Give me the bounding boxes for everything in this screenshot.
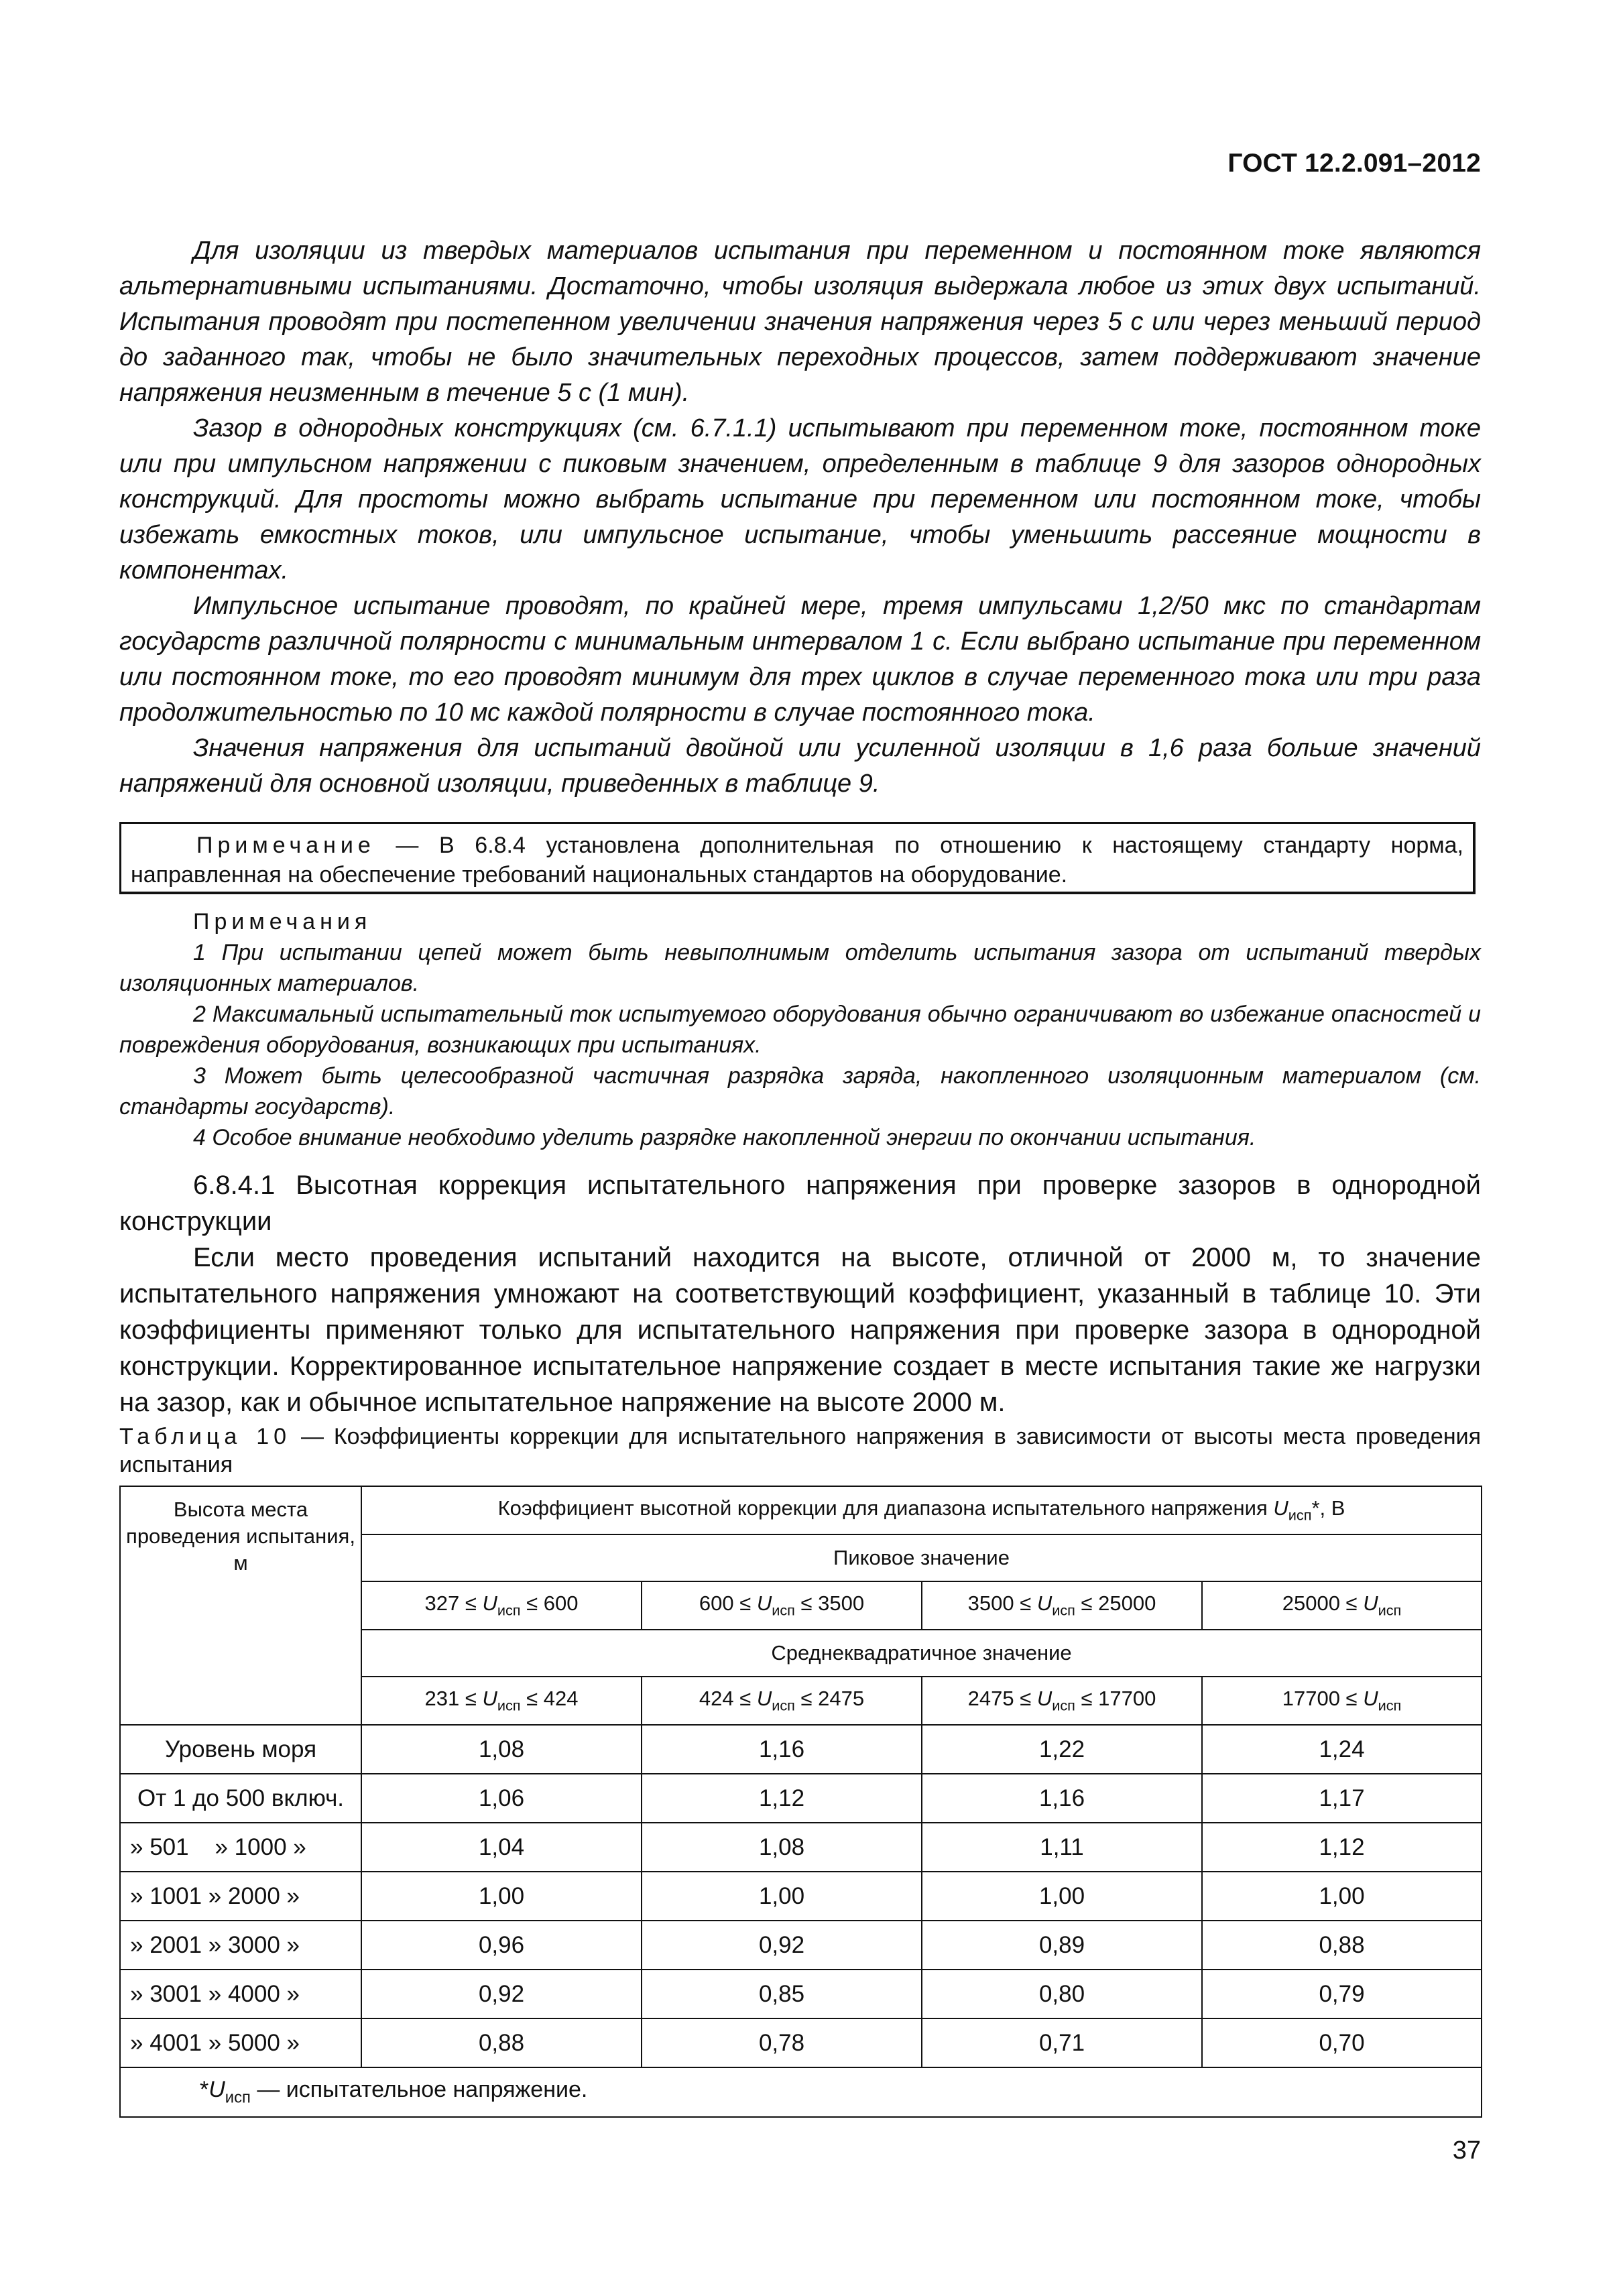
value-cell: 1,06 — [361, 1774, 642, 1823]
value-cell: 1,08 — [642, 1823, 922, 1872]
page-number: 37 — [1452, 2136, 1481, 2165]
table-row — [120, 1823, 1482, 1872]
value-cell: 1,00 — [922, 1872, 1202, 1921]
value-cell: 1,12 — [1202, 1823, 1482, 1872]
value-cell: 0,85 — [642, 1970, 922, 2018]
value-cell: 1,08 — [361, 1725, 642, 1774]
range-header: Коэффициент высотной коррекции для диапазона испытательного напряжения $U_{исп}*$, В — [361, 1486, 1482, 1534]
table-row — [120, 1774, 1482, 1823]
table-footnote: $*U_{исп}$ — испытательное напряжение. — [120, 2067, 1482, 2117]
paragraph: Зазор в однородных конструкциях (см. 6.7.1.1) испытывают при переменном токе, постоянном токе или при импульсном напряжении с пиковым значением, определенным в таблице 9 для зазоров однородных конструкций. Для простоты можно выбрать испытание при переменном или постоянном токе, чтобы избежать емкостных токов, или импульсное испытание, чтобы уменьшить рассеяние мощности в компонентах. — [119, 414, 1481, 585]
boxed-note — [119, 822, 1476, 894]
table-caption — [119, 1423, 1481, 1479]
peak-range: $327 \le U_{исп} \le 600$ — [361, 1581, 642, 1630]
table-caption-label: Таблица 10 — [119, 1424, 292, 1449]
value-cell: 1,12 — [642, 1774, 922, 1823]
rms-header: Среднеквадратичное значение — [361, 1630, 1482, 1677]
note-item: 3 Может быть целесообразной частичная разрядка заряда, накопленного изоляционным материалом (см. стандарты государств). — [119, 1063, 1481, 1120]
rms-range: $424 \le U_{исп} \le 2475$ — [642, 1677, 922, 1725]
document-header: ГОСТ 12.2.091–2012 — [1227, 149, 1481, 178]
altitude-cell: » 501 » 1000 » — [120, 1823, 361, 1872]
intro-paragraphs — [119, 233, 1481, 802]
value-cell: 1,24 — [1202, 1725, 1482, 1774]
value-cell: 1,16 — [642, 1725, 922, 1774]
altitude-cell: От 1 до 500 включ. — [120, 1774, 361, 1823]
value-cell: 0,89 — [922, 1921, 1202, 1970]
value-cell: 1,17 — [1202, 1774, 1482, 1823]
peak-range: $600 \le U_{исп} \le 3500$ — [642, 1581, 922, 1630]
value-cell: 0,92 — [361, 1970, 642, 2018]
value-cell: 1,11 — [922, 1823, 1202, 1872]
notes-list — [119, 906, 1481, 1153]
value-cell: 0,70 — [1202, 2018, 1482, 2067]
table-caption-text: — Коэффициенты коррекции для испытательного напряжения в зависимости от высоты места проведения испытания — [119, 1424, 1481, 1477]
paragraph: Импульсное испытание проводят, по крайней мере, тремя импульсами 1,2/50 мкс по стандартам государств различной полярности с минимальным интервалом 1 с. Если выбрано испытание при переменном или постоянном токе, то его проводят минимум для трех циклов в случае переменного тока или три раза продолжительностью по 10 мс каждой полярности в случае постоянного тока. — [119, 592, 1481, 727]
value-cell: 0,71 — [922, 2018, 1202, 2067]
rms-range: $2475 \le U_{исп} \le 17700$ — [922, 1677, 1202, 1725]
altitude-cell: » 2001 » 3000 » — [120, 1921, 361, 1970]
paragraph: Значения напряжения для испытаний двойной или усиленной изоляции в 1,6 раза больше значений напряжений для основной изоляции, приведенных в таблице 9. — [119, 734, 1481, 798]
rms-range: $17700 \le U_{исп}$ — [1202, 1677, 1482, 1725]
section-6-8-4-1 — [119, 1167, 1481, 1421]
section-text: Если место проведения испытаний находится на высоте, отличной от 2000 м, то значение испытательного напряжения умножают на соответствующий коэффициент, указанный в таблице 10. Эти коэффициенты применяют только для испытательного напряжения при проверке зазора в однородной конструкции. Корректированное испытательное напряжение создает в месте испытания такие же нагрузки на зазор, как и обычное испытательное напряжение на высоте 2000 м. — [119, 1243, 1481, 1417]
altitude-correction-table — [119, 1486, 1482, 2118]
value-cell: 1,22 — [922, 1725, 1202, 1774]
value-cell: 1,16 — [922, 1774, 1202, 1823]
peak-range: $3500 \le U_{исп} \le 25000$ — [922, 1581, 1202, 1630]
altitude-cell: » 1001 » 2000 » — [120, 1872, 361, 1921]
value-cell: 1,00 — [642, 1872, 922, 1921]
corner-header: Высота места проведения испытания, м — [120, 1486, 361, 1725]
section-heading: 6.8.4.1 Высотная коррекция испытательного напряжения при проверке зазоров в однородной конструкции — [119, 1170, 1481, 1236]
table-row — [120, 2018, 1482, 2067]
peak-range: $25000 \le U_{исп}$ — [1202, 1581, 1482, 1630]
value-cell: 0,80 — [922, 1970, 1202, 2018]
note-text: — В 6.8.4 установлена дополнительная по отношению к настоящему стандарту норма, направленная на обеспечение требований национальных стандартов на оборудование. — [131, 833, 1463, 888]
note-item: 1 При испытании цепей может быть невыполнимым отделить испытания зазора от испытаний твердых изоляционных материалов. — [119, 940, 1481, 996]
value-cell: 0,96 — [361, 1921, 642, 1970]
value-cell: 0,92 — [642, 1921, 922, 1970]
notes-heading: Примечания — [193, 909, 372, 934]
value-cell: 0,78 — [642, 2018, 922, 2067]
note-item: 2 Максимальный испытательный ток испытуемого оборудования обычно ограничивают во избежание опасностей и повреждения оборудования, возникающих при испытаниях. — [119, 1002, 1481, 1058]
table-row — [120, 1725, 1482, 1774]
altitude-cell: » 3001 » 4000 » — [120, 1970, 361, 2018]
table-row — [120, 1921, 1482, 1970]
value-cell: 1,00 — [361, 1872, 642, 1921]
value-cell: 0,79 — [1202, 1970, 1482, 2018]
note-label: Примечание — [196, 833, 375, 858]
value-cell: 1,00 — [1202, 1872, 1482, 1921]
altitude-cell: » 4001 » 5000 » — [120, 2018, 361, 2067]
rms-range: $231 \le U_{исп} \le 424$ — [361, 1677, 642, 1725]
peak-header: Пиковое значение — [361, 1534, 1482, 1581]
altitude-cell: Уровень моря — [120, 1725, 361, 1774]
value-cell: 0,88 — [1202, 1921, 1482, 1970]
note-item: 4 Особое внимание необходимо уделить разрядке накопленной энергии по окончании испытания. — [193, 1125, 1256, 1150]
table-row — [120, 1970, 1482, 2018]
paragraph: Для изоляции из твердых материалов испытания при переменном и постоянном токе являются альтернативными испытаниями. Достаточно, чтобы изоляция выдержала любое из этих двух испытаний. Испытания проводят при постепенном увеличении значения напряжения через 5 с или через меньший период до заданного так, чтобы не было значительных переходных процессов, затем поддерживают значение напряжения неизменным в течение 5 с (1 мин). — [119, 237, 1481, 407]
value-cell: 0,88 — [361, 2018, 642, 2067]
table-row — [120, 1872, 1482, 1921]
value-cell: 1,04 — [361, 1823, 642, 1872]
